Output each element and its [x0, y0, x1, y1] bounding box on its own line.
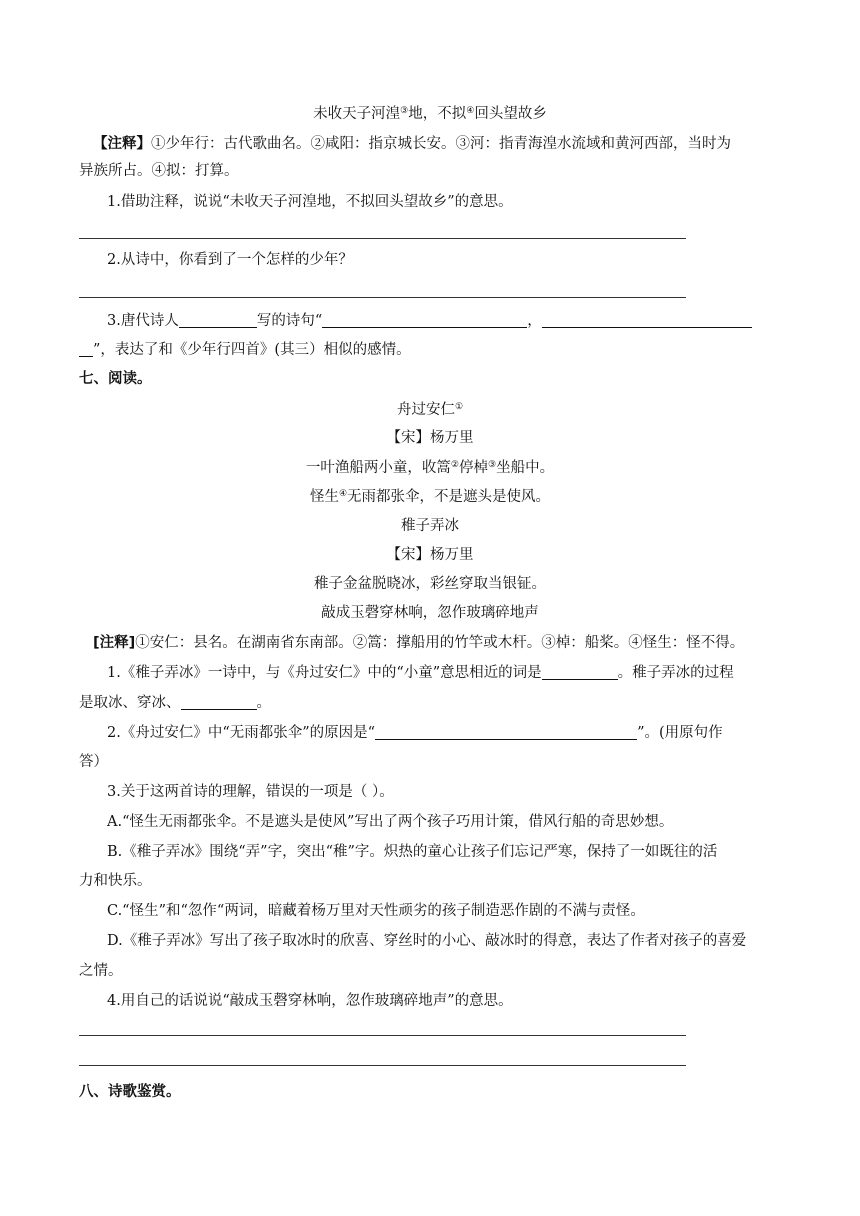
question-text: 1.借助注释，说说“未收天子河湟地，不拟回头望故乡”的意思。 [107, 194, 513, 210]
poem-b-line-1 [0, 574, 860, 594]
poem-b-title [0, 516, 860, 536]
poem-last-line [0, 104, 860, 124]
section-7-heading [0, 369, 860, 389]
s7-question-1 [0, 663, 860, 683]
poem-b-line-2 [0, 603, 860, 623]
question-text: 答） [79, 754, 108, 770]
annotation-line-2 [0, 161, 860, 181]
option-b[interactable] [0, 842, 860, 862]
answer-line[interactable] [79, 1035, 686, 1036]
footnote-mark: ④ [466, 106, 475, 116]
option-d-cont [0, 961, 860, 981]
poem-text: 怪生 [309, 489, 339, 505]
answer-line[interactable] [79, 1065, 686, 1066]
fill-blank[interactable] [542, 312, 752, 328]
question-text: 写的诗句“ [256, 313, 323, 329]
option-text: A.“怪生无雨都张伞。不是遮头是使风”写出了两个孩子巧用计策，借风行船的奇思妙想。 [107, 814, 674, 830]
option-text: 之情。 [79, 963, 123, 979]
question-text: 3.唐代诗人 [107, 313, 179, 329]
poem-a-title [0, 400, 860, 420]
s7-question-3 [0, 782, 860, 802]
section-8-heading [0, 1082, 860, 1102]
poem-text: 稚子金盆脱晓冰，彩丝穿取当银钲。 [314, 576, 546, 592]
question-text: 2.《舟过安仁》中“无雨都张伞”的原因是“ [107, 725, 376, 741]
poem-a-author [0, 428, 860, 448]
question-text: 4.用自己的话说说“敲成玉磬穿林响，忽作玻璃碎地声”的意思。 [107, 993, 513, 1009]
option-d[interactable] [0, 931, 860, 951]
question-1 [0, 192, 860, 212]
footnote-mark: ④ [338, 489, 348, 499]
annotation-label: 【注释】 [93, 136, 151, 152]
question-text: 是取冰、穿冰、 [79, 695, 181, 711]
section-heading: 七、阅读。 [79, 371, 152, 387]
footnote-mark: ② [450, 460, 459, 470]
fill-blank[interactable] [542, 664, 618, 680]
question-text: 2.从诗中，你看到了一个怎样的少年？ [107, 252, 353, 268]
fill-blank[interactable] [181, 694, 257, 710]
poem-author: 【宋】杨万里 [386, 430, 474, 446]
s7-question-1-cont [0, 693, 860, 713]
question-text: ”，表达了和《少年行四首》(其三）相似的感情。 [93, 342, 411, 358]
answer-line[interactable] [79, 238, 686, 239]
option-text: D.《稚子弄冰》写出了孩子取冰时的欣喜、穿丝时的小心、敲冰时的得意，表达了作者对孩子的喜爱 [107, 933, 747, 949]
question-3-cont [0, 340, 860, 360]
s7-question-4 [0, 991, 860, 1011]
annotation-text: 异族所占。④拟：打算。 [79, 163, 239, 179]
footnote-mark: ③ [400, 106, 409, 116]
option-b-cont [0, 871, 860, 891]
option-a[interactable] [0, 812, 860, 832]
section-heading: 八、诗歌鉴赏。 [79, 1084, 181, 1100]
question-text: 。 [256, 695, 271, 711]
question-text: 1.《稚子弄冰》一诗中，与《舟过安仁》中的“小童”意思相近的词是 [107, 665, 542, 681]
question-text: 。稚子弄冰的过程 [617, 665, 734, 681]
answer-line[interactable] [79, 297, 686, 298]
fill-blank[interactable] [375, 724, 637, 740]
question-text: 3.关于这两首诗的理解，错误的一项是（ ）。 [107, 784, 394, 800]
s7-question-2-cont [0, 752, 860, 772]
poem-a-line-1 [0, 458, 860, 478]
question-2 [0, 250, 860, 270]
poem-a-line-2 [0, 487, 860, 507]
poem-text: 地，不拟 [408, 106, 467, 122]
poem-text: 一叶渔船两小童，收篙 [305, 460, 451, 476]
question-text: ， [527, 313, 542, 329]
poem-text: 无雨都张伞，不是遮头是使风。 [347, 489, 551, 505]
annotation-line-1 [0, 134, 860, 154]
annotation-text: ①少年行：古代歌曲名。②咸阳：指京城长安。③河：指青海湟水流域和黄河西部，当时为 [151, 136, 731, 152]
fill-blank[interactable] [322, 312, 527, 328]
poem-author: 【宋】杨万里 [386, 547, 474, 563]
fill-blank[interactable] [179, 312, 257, 328]
poem-title: 稚子弄冰 [401, 518, 459, 534]
option-text: 力和快乐。 [79, 873, 152, 889]
poem-text: 未收天子河湟 [313, 106, 401, 122]
annotation-text: ①安仁：县名。在湖南省东南部。②篙：撑船用的竹竿或木杆。③棹：船桨。④怪生：怪不得。 [135, 635, 745, 651]
s7-question-2 [0, 723, 860, 743]
poem-text: 坐船中。 [496, 460, 555, 476]
option-text: C.“怪生”和“忽作“两词，暗藏着杨万里对天性顽劣的孩子制造恶作剧的不满与责怪。 [107, 903, 645, 919]
poem-title: 舟过安仁 [396, 402, 455, 418]
option-c[interactable] [0, 901, 860, 921]
footnote-mark: ① [454, 402, 464, 412]
poem-text: 敲成玉磬穿林响，忽作玻璃碎地声 [321, 605, 539, 621]
fill-blank[interactable] [79, 341, 93, 357]
question-3 [0, 311, 860, 331]
poem-text: 停棹 [459, 460, 488, 476]
poem-text: 回头望故乡 [474, 106, 547, 122]
question-text: ”。(用原句作 [637, 725, 723, 741]
option-text: B.《稚子弄冰》围绕“弄”字，突出“稚”字。炽热的童心让孩子们忘记严寒，保持了一如既往的活 [107, 844, 718, 860]
annotation-2 [0, 633, 860, 653]
poem-b-author [0, 545, 860, 565]
footnote-mark: ③ [488, 460, 497, 470]
annotation-label: [注释] [93, 635, 136, 651]
